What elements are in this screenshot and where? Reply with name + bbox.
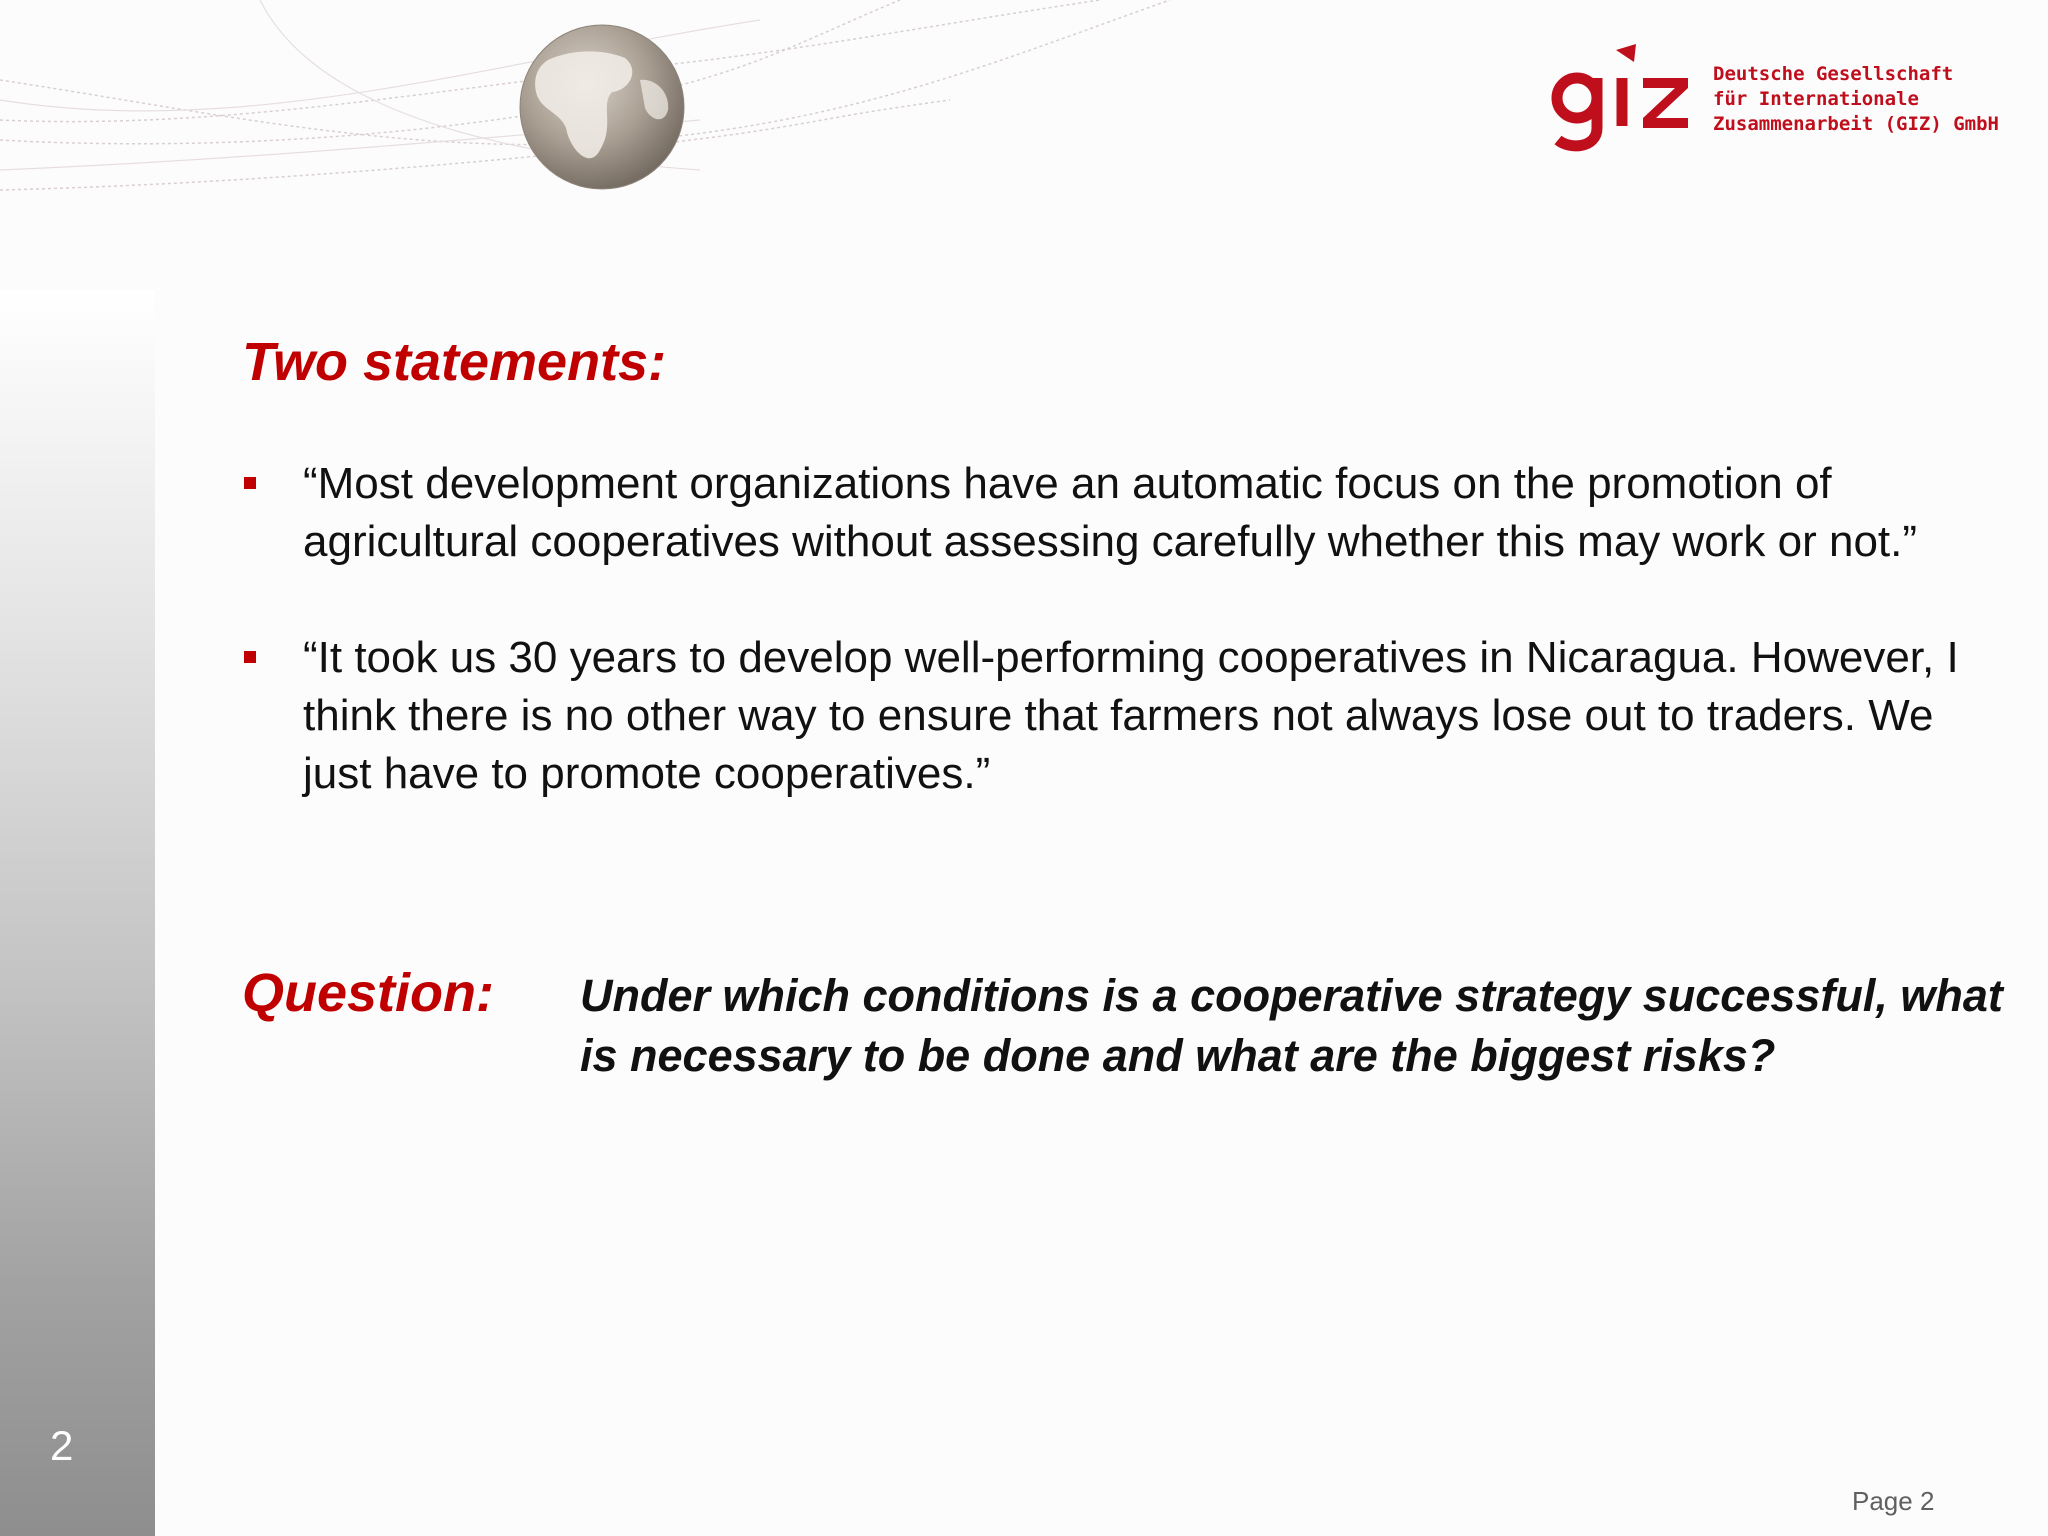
bullet-square-icon [244, 651, 256, 663]
question-text: Under which conditions is a cooperative strategy successful, what is necessary to be done and what are the biggest risks? [580, 970, 2003, 1081]
list-item [242, 629, 2012, 803]
logo-line: Deutsche Gesellschaft [1713, 63, 1954, 85]
list-item [242, 455, 2012, 571]
giz-logo [1550, 40, 1999, 160]
statement-list [242, 455, 2012, 861]
statement-text: “Most development organizations have an automatic focus on the promotion of agricultural cooperatives without assessing carefully whether this may work or not.” [303, 459, 1918, 566]
slide-heading: Two statements: [242, 332, 667, 392]
bullet-square-icon [244, 477, 256, 489]
giz-logo-text [1713, 62, 1999, 137]
header-decoration [0, 0, 1200, 220]
globe-icon [520, 25, 684, 189]
logo-line: Zusammenarbeit (GIZ) GmbH [1713, 113, 1999, 135]
slide-number: 2 [50, 1422, 74, 1469]
question-label: Question: [242, 963, 494, 1023]
statement-text: “It took us 30 years to develop well-performing cooperatives in Nicaragua. However, I think there is no other way to ensure that farmers not always lose out to traders. We just have to promote cooperatives.” [303, 633, 1959, 798]
logo-line: für Internationale [1713, 88, 1919, 110]
left-sidebar-bar [0, 290, 155, 1536]
page-number-footer: Page 2 [1852, 1486, 1935, 1516]
giz-logo-mark [1550, 40, 1700, 160]
